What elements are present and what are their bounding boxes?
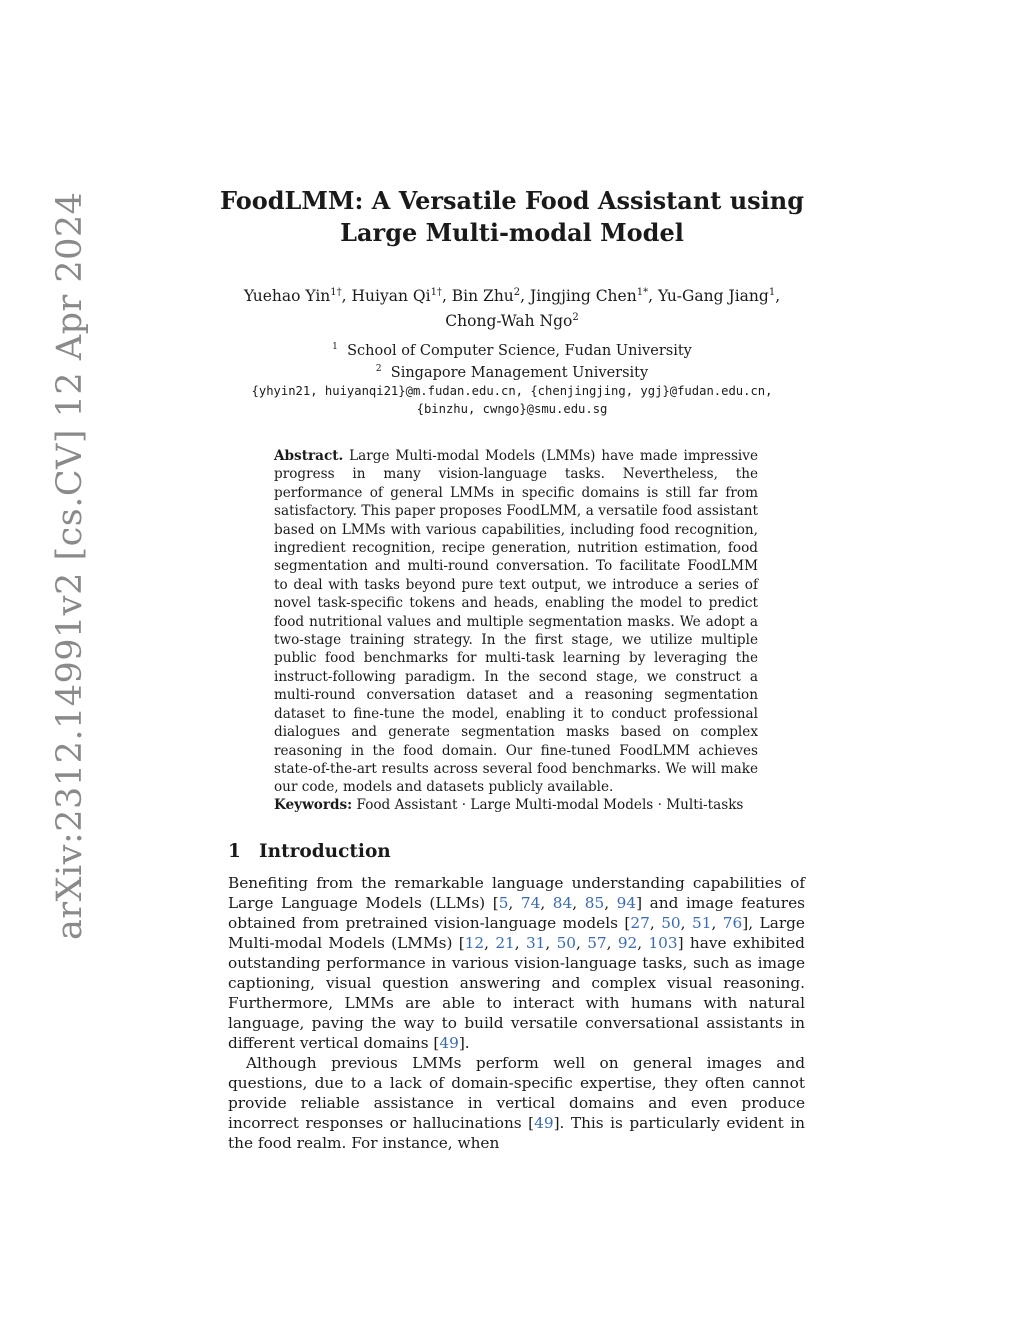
author-name: Jingjing Chen bbox=[530, 287, 637, 306]
citation-link[interactable]: 57 bbox=[587, 934, 607, 952]
text-run: ] have exhibited outstanding performance in various vision-language tasks, such as image captioning, visual question answering and complex visual reasoning. Furthermore, LMMs are able to interact with humans with natural language, paving the way to build versatile conversational assistants in different vertical domains [ bbox=[228, 934, 805, 1052]
keywords-label: Keywords: bbox=[274, 797, 353, 813]
author-list: Yuehao Yin$^{1\dagger}$, Huiyan $Qi^{1\dagger}$, Bin Zhu$^2$, Jingjing Chen$^{1*}$, Yu-Gang Jiang$^1$, Chong-Wah Ngo$^2$ bbox=[243, 287, 781, 331]
citation-link[interactable]: 31 bbox=[525, 934, 546, 952]
affil-mark: 1 bbox=[332, 342, 338, 352]
text-run: ], Large Multi-modal Models (LMMs) [ bbox=[228, 914, 805, 952]
citation-link[interactable]: 74 bbox=[520, 894, 541, 912]
section-number: 1 bbox=[228, 841, 241, 862]
citation-link[interactable]: 12 bbox=[464, 934, 485, 952]
text-run: Although previous LMMs perform well on general images and questions, due to a lack of domain-specific expertise, they often cannot provide reliable assistance in vertical domains and even produce incorrect responses or hallucinations [ bbox=[228, 1054, 805, 1132]
paper-title bbox=[0, 185, 1024, 249]
title-line-2: Large Multi-modal Model bbox=[340, 218, 684, 247]
email-line-1: {yhyin21, huiyanqi21}@m.fudan.edu.cn, {chenjingjing, ygj}@fudan.edu.cn, bbox=[251, 383, 773, 398]
section-heading bbox=[228, 840, 391, 864]
citation-link[interactable]: 76 bbox=[722, 914, 743, 932]
author-affil-mark: 1† bbox=[430, 287, 442, 298]
abstract-text: Large Multi-modal Models (LMMs) have made impressive progress in many vision-language tasks. Nevertheless, the performance of general LMMs in specific domains is still far from satisfactory. This paper proposes FoodLMM, a versatile food assistant based on LMMs with various capabilities, including food recognition, ingredient recognition, recipe generation, nutrition estimation, food segmentation and multi-round conversation. To facilitate FoodLMM to deal with tasks beyond pure text output, we introduce a series of novel task-specific tokens and heads, enabling the model to predict food nutritional values and multiple segmentation masks. We adopt a two-stage training strategy. In the first stage, we utilize multiple public food benchmarks for multi-task learning by leveraging the instruct-following paradigm. In the second stage, we construct a multi-round conversation dataset and a reasoning segmentation dataset to fine-tune the model, enabling it to conduct professional dialogues and generate segmentation masks based on complex reasoning in the food domain. Our fine-tuned FoodLMM achieves state-of-the-art results across several food benchmarks. We will make our code, models and datasets publicly available. bbox=[274, 448, 758, 796]
text-run: ]. This is particularly evident in the food realm. For instance, when bbox=[228, 1114, 805, 1152]
author-name: Yuehao Yin bbox=[243, 287, 331, 306]
author-name: Chong-Wah Ngo bbox=[445, 312, 573, 331]
paragraph bbox=[228, 1053, 805, 1153]
abstract bbox=[274, 447, 758, 797]
author-name: Bin Zhu bbox=[451, 287, 514, 306]
arxiv-identifier: arXiv:2312.14991v2 [cs.CV] 12 Apr 2024 bbox=[50, 191, 90, 940]
affiliations bbox=[0, 338, 1024, 418]
keywords bbox=[274, 796, 774, 814]
text-run: ]. bbox=[458, 1034, 470, 1052]
section-title: Introduction bbox=[259, 841, 391, 862]
citation-link[interactable]: 92 bbox=[617, 934, 638, 952]
citation-link[interactable]: 49 bbox=[439, 1034, 459, 1052]
citation-link[interactable]: 85 bbox=[584, 894, 605, 912]
author-affil-mark: 1† bbox=[330, 287, 342, 298]
affiliation-smu: Singapore Management University bbox=[390, 364, 649, 381]
text-run: Benefiting from the remarkable language understanding capabilities of Large Language Models (LLMs) [ bbox=[228, 874, 805, 912]
citation-link[interactable]: 84 bbox=[552, 894, 573, 912]
paragraph: Benefiting from the remarkable language understanding capabilities of Large Language Models (LLMs) [5, 74, 84, 85, 94] and image features obtained from pretrained vision-language models [27, 50, 51, 76], Large Multi-modal Models (LMMs) [12, 21, 31, 50, 57, 92, 103] have exhibited outstanding performance in various vision-language tasks, such as image captioning, visual question answering and complex visual reasoning. Furthermore, LMMs are able to interact with humans with natural language, paving the way to build versatile conversational assistants in different vertical domains [49]. bbox=[228, 874, 805, 1052]
citation-link[interactable]: 103 bbox=[648, 934, 678, 952]
citation-link[interactable]: 5 bbox=[498, 894, 509, 912]
citation-link[interactable]: 50 bbox=[661, 914, 681, 932]
citation-link[interactable]: 51 bbox=[692, 914, 712, 932]
keywords-text: Food Assistant · Large Multi-modal Models · Multi-tasks bbox=[356, 797, 744, 813]
citation-link[interactable]: 94 bbox=[616, 894, 637, 912]
author-name: Huiyan Qi bbox=[351, 287, 431, 306]
citation-link[interactable]: 21 bbox=[495, 934, 515, 952]
title-line-1: FoodLMM: A Versatile Food Assistant using bbox=[219, 186, 805, 215]
author-affil-mark: 1 bbox=[768, 287, 776, 298]
author-affil-mark: 1* bbox=[636, 287, 649, 298]
affiliation-fudan: School of Computer Science, Fudan University bbox=[347, 342, 692, 359]
affil-mark: 2 bbox=[375, 363, 382, 374]
citation-link[interactable]: 49 bbox=[534, 1114, 554, 1132]
citation-link[interactable]: 50 bbox=[556, 934, 577, 952]
author-affil-mark: 2 bbox=[572, 312, 579, 324]
abstract-label: Abstract. bbox=[274, 448, 344, 464]
email-line-2: {binzhu, cwngo}@smu.edu.sg bbox=[416, 401, 608, 416]
author-name: Yu-Gang Jiang bbox=[657, 287, 769, 306]
citation-link[interactable]: 27 bbox=[630, 914, 650, 932]
body-text bbox=[228, 873, 805, 1153]
text-run: ] and image features obtained from pretrained vision-language models [ bbox=[228, 894, 805, 932]
author-affil-mark: 2 bbox=[513, 287, 521, 298]
